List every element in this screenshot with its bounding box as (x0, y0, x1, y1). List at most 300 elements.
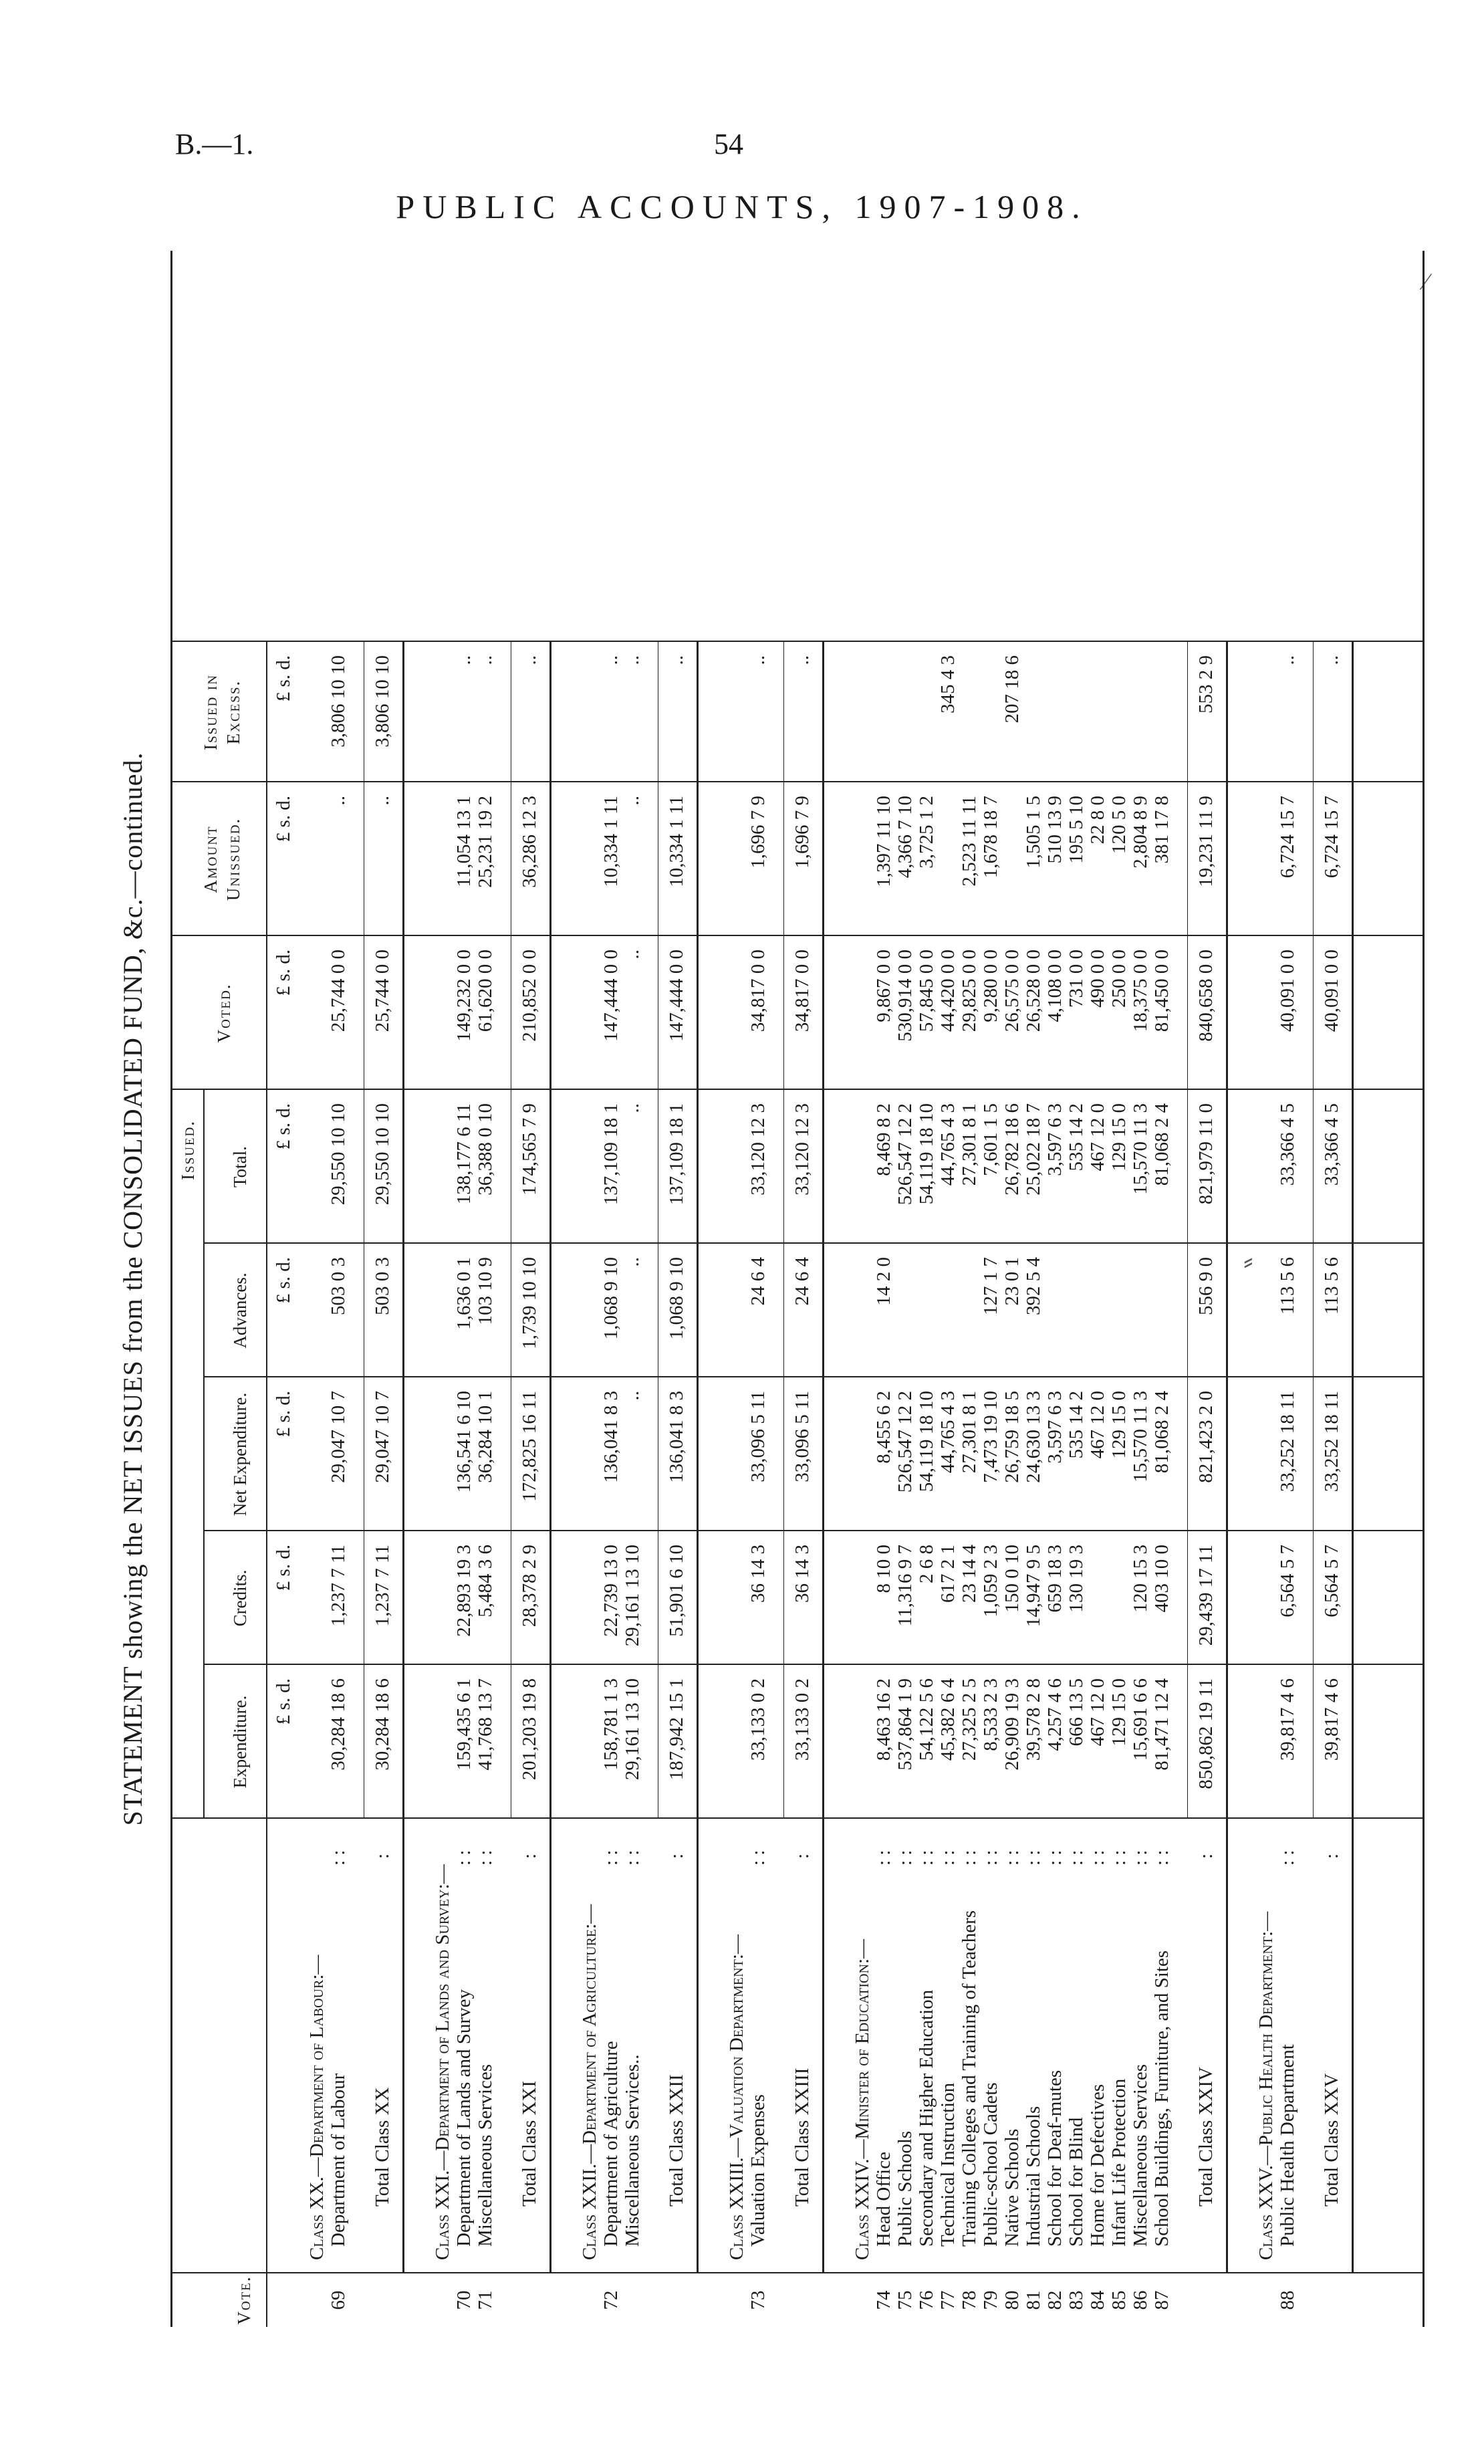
cell-net: 81,068 2 4 (1151, 1391, 1172, 1474)
cell-exp: 467 12 0 (1087, 1678, 1108, 1747)
row-description: Department of Agriculture (600, 2041, 622, 2247)
cell-exp: 537,864 1 9 (894, 1678, 916, 1771)
cell-excess: .. (1277, 655, 1298, 665)
units-label: £ s. d. (273, 1545, 294, 1591)
cell-exp: 4,257 4 6 (1044, 1678, 1066, 1751)
cell-voted: 25,744 0 0 (328, 949, 349, 1032)
cell-unissued: 381 17 8 (1151, 796, 1172, 864)
cell-exp: 29,161 13 10 (622, 1678, 643, 1781)
cell-voted: 4,108 0 0 (1044, 949, 1066, 1022)
leader-dots: : : (894, 1850, 916, 1866)
cell-excess: .. (622, 655, 643, 665)
total-excess: .. (519, 655, 540, 665)
cell-exp: 666 13 5 (1066, 1678, 1087, 1747)
header-amount-line1: Amount (201, 825, 221, 893)
cell-cred: 150 0 10 (1001, 1545, 1023, 1613)
rule-line (203, 1376, 1423, 1377)
row-description: School Buildings, Furniture, and Sites (1151, 1950, 1172, 2247)
header-net-expenditure: Net Expenditure. (230, 1392, 250, 1517)
cell-adv: 127 1 7 (980, 1257, 1001, 1315)
leader-dots: : : (1130, 1850, 1151, 1866)
cell-net: 129 15 0 (1108, 1391, 1130, 1459)
header-voted: Voted. (214, 983, 234, 1043)
total-total: 29,550 10 10 (372, 1103, 393, 1206)
cell-unissued: 2,804 8 9 (1130, 796, 1151, 869)
rule-line (1226, 642, 1228, 2273)
total-net: 33,096 5 11 (791, 1391, 813, 1482)
cell-cred: 23 14 4 (959, 1545, 980, 1603)
total-net: 172,825 16 11 (519, 1391, 540, 1502)
cell-net: 33,252 18 11 (1277, 1391, 1298, 1492)
cell-net: 24,630 13 3 (1023, 1391, 1044, 1483)
total-cred: 1,237 7 11 (372, 1545, 393, 1627)
cell-cred: 130 19 3 (1066, 1545, 1087, 1613)
total-voted: 25,744 0 0 (372, 949, 393, 1032)
vote-number: 83 (1066, 2290, 1087, 2310)
rule-line (1352, 642, 1354, 2273)
cell-total: 3,597 6 3 (1044, 1103, 1066, 1176)
cell-adv: 14 2 0 (873, 1257, 894, 1306)
row-description: Infant Life Protection (1108, 2078, 1130, 2247)
total-label: Total Class XX (372, 2087, 393, 2207)
cell-voted: 81,450 0 0 (1151, 949, 1172, 1032)
cell-net: 535 14 2 (1066, 1391, 1087, 1459)
cell-net: 136,541 6 10 (453, 1391, 475, 1493)
cell-unissued: 1,397 11 10 (873, 796, 894, 887)
row-description: School for Deaf-mutes (1044, 2069, 1066, 2247)
cell-exp: 158,781 1 3 (600, 1678, 622, 1771)
total-total: 137,109 18 1 (666, 1103, 687, 1206)
total-cred: 29,439 17 11 (1195, 1545, 1217, 1646)
vote-number: 71 (475, 2290, 496, 2310)
total-total: 33,366 4 5 (1321, 1103, 1342, 1186)
cell-exp: 39,578 2 8 (1023, 1678, 1044, 1761)
row-description: Public Health Department (1277, 2044, 1298, 2247)
cell-unissued: 1,678 18 7 (980, 796, 1001, 879)
cell-adv: 103 10 9 (475, 1257, 496, 1325)
total-voted: 40,091 0 0 (1321, 949, 1342, 1032)
vote-number: 74 (873, 2290, 894, 2310)
cell-total: 8,469 8 2 (873, 1103, 894, 1176)
cell-total: 27,301 8 1 (959, 1103, 980, 1186)
rule-line (203, 1090, 205, 1819)
total-label: Total Class XXI (519, 2080, 540, 2207)
cell-cred: 659 18 3 (1044, 1545, 1066, 1613)
leader-dots: : (372, 1853, 393, 1859)
rule-line (1187, 642, 1188, 1819)
cell-exp: 159,435 6 1 (453, 1678, 475, 1771)
cell-net: 33,096 5 11 (747, 1391, 769, 1482)
total-net: 33,252 18 11 (1321, 1391, 1342, 1492)
row-description: Department of Lands and Survey (453, 1989, 475, 2247)
units-label: £ s. d. (273, 655, 294, 702)
total-unissued: 1,696 7 9 (791, 796, 813, 869)
leader-dots: : : (1151, 1850, 1172, 1866)
cell-cred: 6,564 5 7 (1277, 1545, 1298, 1617)
cell-unissued: 6,724 15 7 (1277, 796, 1298, 879)
cell-exp: 8,463 16 2 (873, 1678, 894, 1761)
cell-cred: 36 14 3 (747, 1545, 769, 1603)
cell-voted: .. (622, 949, 643, 960)
total-excess: .. (666, 655, 687, 665)
leader-dots: : : (328, 1850, 349, 1866)
statement-caption: STATEMENT showing the NET ISSUES from the CONSOLIDATED FUND, &c.—continued. (118, 752, 148, 1826)
total-voted: 210,852 0 0 (519, 949, 540, 1042)
cell-cred: 8 10 0 (873, 1545, 894, 1593)
vote-number: 85 (1108, 2290, 1130, 2310)
cell-excess: .. (453, 655, 475, 665)
cell-voted: 731 0 0 (1066, 949, 1087, 1008)
cell-exp: 129 15 0 (1108, 1678, 1130, 1747)
margin-mark: ⸗ (1243, 1244, 1253, 1277)
rule-line (402, 642, 404, 2273)
cell-voted: 34,817 0 0 (747, 949, 769, 1032)
leader-dots: : (1321, 1853, 1342, 1859)
cell-adv: 392 5 4 (1023, 1257, 1044, 1315)
cell-unissued: .. (328, 796, 349, 806)
total-adv: 113 5 6 (1321, 1257, 1342, 1315)
cell-excess: 207 18 6 (1001, 655, 1023, 723)
cell-total: 7,601 1 5 (980, 1103, 1001, 1176)
cell-exp: 33,133 0 2 (747, 1678, 769, 1761)
cell-unissued: 2,523 11 11 (959, 796, 980, 887)
cell-cred: 1,059 2 3 (980, 1545, 1001, 1617)
header-expenditure: Expenditure. (230, 1695, 250, 1789)
units-label: £ s. d. (273, 1391, 294, 1438)
cell-exp: 81,471 12 4 (1151, 1678, 1172, 1771)
cell-voted: 57,845 0 0 (916, 949, 937, 1032)
rule-line (203, 1664, 1423, 1665)
vote-number: 78 (959, 2290, 980, 2310)
section-title: Class XX.—Department of Labour:— (306, 1954, 328, 2260)
total-exp: 30,284 18 6 (372, 1678, 393, 1771)
total-unissued: 36,286 12 3 (519, 796, 540, 888)
cell-net: 7,473 19 10 (980, 1391, 1001, 1483)
cell-net: 54,119 18 10 (916, 1391, 937, 1492)
section-title: Class XXI.—Department of Lands and Survey:— (432, 1864, 453, 2260)
rule-line (203, 1242, 1423, 1244)
cell-excess: .. (747, 655, 769, 665)
cell-net: 8,455 6 2 (873, 1391, 894, 1464)
cell-voted: 149,232 0 0 (453, 949, 475, 1042)
vote-number: 72 (600, 2290, 622, 2310)
cell-voted: 44,420 0 0 (937, 949, 959, 1032)
total-excess: 3,806 10 10 (372, 655, 393, 748)
row-description: Public-school Cadets (980, 2082, 1001, 2247)
cell-total: 54,119 18 10 (916, 1103, 937, 1205)
total-total: 174,565 7 9 (519, 1103, 540, 1196)
page-title: PUBLIC ACCOUNTS, 1907-1908. (396, 188, 1088, 225)
cell-cred: 5,484 3 6 (475, 1545, 496, 1617)
units-label: £ s. d. (273, 1678, 294, 1725)
cell-voted: 40,091 0 0 (1277, 949, 1298, 1032)
cell-exp: 45,382 6 4 (937, 1678, 959, 1761)
cell-excess: 3,806 10 10 (328, 655, 349, 748)
total-label: Total Class XXIV (1195, 2066, 1217, 2207)
cell-total: 535 14 2 (1066, 1103, 1087, 1171)
total-unissued: 6,724 15 7 (1321, 796, 1342, 879)
row-description: Home for Defectives (1087, 2084, 1108, 2247)
cell-excess: .. (600, 655, 622, 665)
cell-total: 526,547 12 2 (894, 1103, 916, 1206)
units-label: £ s. d. (273, 796, 294, 843)
row-description: Training Colleges and Training of Teachers (959, 1910, 980, 2247)
total-net: 821,423 2 0 (1195, 1391, 1217, 1483)
leader-dots: : : (1066, 1850, 1087, 1866)
total-exp: 39,817 4 6 (1321, 1678, 1342, 1761)
margin-mark: ⁄ (1424, 268, 1429, 295)
total-exp: 201,203 19 8 (519, 1678, 540, 1781)
rule-line (1313, 642, 1314, 1819)
cell-excess: .. (475, 655, 496, 665)
leader-dots: : : (959, 1850, 980, 1866)
total-total: 821,979 11 0 (1195, 1103, 1217, 1205)
cell-net: 26,759 18 5 (1001, 1391, 1023, 1483)
cell-total: 467 12 0 (1087, 1103, 1108, 1171)
cell-adv: 503 0 3 (328, 1257, 349, 1315)
rule-line (549, 642, 551, 2273)
cell-voted: 9,280 0 0 (980, 949, 1001, 1022)
rotated-statement-table (117, 251, 1444, 2327)
total-total: 33,120 12 3 (791, 1103, 813, 1196)
total-cred: 6,564 5 7 (1321, 1545, 1342, 1617)
row-description: Secondary and Higher Education (916, 1989, 937, 2247)
total-voted: 34,817 0 0 (791, 949, 813, 1032)
header-credits: Credits. (230, 1569, 250, 1627)
page-number: 54 (714, 128, 743, 160)
cell-total: 129 15 0 (1108, 1103, 1130, 1171)
total-label: Total Class XXV (1321, 2073, 1342, 2207)
row-description: Technical Instruction (937, 2082, 959, 2247)
total-excess: 553 2 9 (1195, 655, 1217, 713)
vote-number: 87 (1151, 2290, 1172, 2310)
cell-total: 138,177 6 11 (453, 1103, 475, 1205)
cell-unissued: 11,054 13 1 (453, 796, 475, 887)
vote-number: 75 (894, 2290, 916, 2310)
row-description: Public Schools (894, 2130, 916, 2247)
cell-net: 15,570 11 3 (1130, 1391, 1151, 1482)
cell-net: 44,765 4 3 (937, 1391, 959, 1474)
cell-voted: 9,867 0 0 (873, 949, 894, 1022)
cell-voted: 18,375 0 0 (1130, 949, 1151, 1032)
header-excess-line2: Excess. (223, 679, 243, 745)
row-description: Miscellaneous Services (1130, 2063, 1151, 2247)
vote-number: 77 (937, 2290, 959, 2310)
cell-cred: 11,316 9 7 (894, 1545, 916, 1627)
leader-dots: : : (1001, 1850, 1023, 1866)
cell-unissued: 510 13 9 (1044, 796, 1066, 864)
rule-line (203, 1530, 1423, 1531)
total-adv: 24 6 4 (791, 1257, 813, 1306)
cell-exp: 27,325 2 5 (959, 1678, 980, 1761)
leader-dots: : : (1087, 1850, 1108, 1866)
units-label: £ s. d. (273, 949, 294, 996)
total-unissued: 10,334 1 11 (666, 796, 687, 887)
cell-voted: 26,575 0 0 (1001, 949, 1023, 1032)
cell-adv: 1,068 9 10 (600, 1257, 622, 1340)
cell-net: 29,047 10 7 (328, 1391, 349, 1483)
cell-total: 26,782 18 6 (1001, 1103, 1023, 1196)
rule-line (172, 1817, 1423, 1819)
total-excess: .. (791, 655, 813, 665)
cell-cred: 120 15 3 (1130, 1545, 1151, 1613)
leader-dots: : (1195, 1853, 1217, 1859)
cell-net: 36,284 10 1 (475, 1391, 496, 1483)
cell-adv: 24 6 4 (747, 1257, 769, 1306)
cell-unissued: .. (622, 796, 643, 806)
row-description: School for Blind (1066, 2117, 1087, 2247)
cell-total: 25,022 18 7 (1023, 1103, 1044, 1196)
cell-excess: 345 4 3 (937, 655, 959, 713)
leader-dots: : (519, 1853, 540, 1859)
cell-unissued: 25,231 19 2 (475, 796, 496, 888)
total-exp: 187,942 15 1 (666, 1678, 687, 1781)
cell-cred: 617 2 1 (937, 1545, 959, 1603)
leader-dots: : : (475, 1850, 496, 1866)
rule-line (822, 642, 824, 2273)
section-title: Class XXII.—Department of Agriculture:— (579, 1904, 600, 2260)
total-net: 29,047 10 7 (372, 1391, 393, 1483)
cell-exp: 41,768 13 7 (475, 1678, 496, 1771)
header-vote: Vote. (234, 2275, 254, 2325)
cell-total: 44,765 4 3 (937, 1103, 959, 1186)
leader-dots: : : (1044, 1850, 1066, 1866)
cell-unissued: 22 8 0 (1087, 796, 1108, 845)
cell-adv: 1,636 0 1 (453, 1257, 475, 1330)
header-advances: Advances. (230, 1272, 250, 1349)
vote-number: 76 (916, 2290, 937, 2310)
header-issued-in-excess (199, 642, 245, 782)
leader-dots: : : (916, 1850, 937, 1866)
cell-net: .. (622, 1391, 643, 1401)
cell-cred: 2 6 8 (916, 1545, 937, 1583)
header-excess-line1: Issued in (201, 674, 221, 750)
cell-adv: 23 0 1 (1001, 1257, 1023, 1306)
total-adv: 1,739 10 10 (519, 1257, 540, 1349)
leader-dots: : : (1108, 1850, 1130, 1866)
cell-net: 136,041 8 3 (600, 1391, 622, 1483)
cell-exp: 15,691 6 6 (1130, 1678, 1151, 1761)
cell-unissued: 4,366 7 10 (894, 796, 916, 879)
row-description: Miscellaneous Services (475, 2063, 496, 2247)
leader-dots: : : (980, 1850, 1001, 1866)
cell-unissued: 3,725 1 2 (916, 796, 937, 869)
cell-cred: 29,161 13 10 (622, 1545, 643, 1647)
cell-total: 81,068 2 4 (1151, 1103, 1172, 1186)
total-adv: 503 0 3 (372, 1257, 393, 1315)
cell-cred: 1,237 7 11 (328, 1545, 349, 1627)
header-amount-unissued (199, 782, 245, 936)
cell-cred: 22,739 13 0 (600, 1545, 622, 1637)
cell-net: 27,301 8 1 (959, 1391, 980, 1474)
section-title: Class XXV.—Public Health Department:— (1255, 1911, 1277, 2260)
row-description: Miscellaneous Services.. (622, 2054, 643, 2247)
total-adv: 1,068 9 10 (666, 1257, 687, 1340)
leader-dots: : : (622, 1850, 643, 1866)
cell-adv: .. (622, 1257, 643, 1267)
cell-net: 3,597 6 3 (1044, 1391, 1066, 1464)
rule-line (783, 642, 784, 1819)
leader-dots: : (666, 1853, 687, 1859)
cell-voted: 147,444 0 0 (600, 949, 622, 1042)
rule-line (172, 2272, 1423, 2273)
total-exp: 33,133 0 2 (791, 1678, 813, 1761)
cell-voted: 490 0 0 (1087, 949, 1108, 1008)
cell-exp: 8,533 2 3 (980, 1678, 1001, 1751)
leader-dots: : : (937, 1850, 959, 1866)
cell-unissued: 10,334 1 11 (600, 796, 622, 887)
cell-unissued: 195 5 10 (1066, 796, 1087, 864)
total-unissued: .. (372, 796, 393, 806)
vote-number: 73 (747, 2290, 769, 2310)
section-title: Class XXIII.—Valuation Department:— (726, 1934, 747, 2260)
rule-line (172, 1089, 1423, 1090)
cell-total: 33,120 12 3 (747, 1103, 769, 1196)
vote-number: 69 (328, 2290, 349, 2310)
cell-total: 29,550 10 10 (328, 1103, 349, 1206)
cell-voted: 250 0 0 (1108, 949, 1130, 1008)
cell-unissued: 1,505 1 5 (1023, 796, 1044, 869)
vote-number: 86 (1130, 2290, 1151, 2310)
cell-net: 526,547 12 2 (894, 1391, 916, 1493)
cell-cred: 14,947 9 5 (1023, 1545, 1044, 1628)
leader-dots: : : (1277, 1850, 1298, 1866)
total-unissued: 19,231 11 9 (1195, 796, 1217, 887)
vote-number: 84 (1087, 2290, 1108, 2310)
vote-number: 80 (1001, 2290, 1023, 2310)
cell-total: 36,388 0 10 (475, 1103, 496, 1196)
cell-voted: 61,620 0 0 (475, 949, 496, 1032)
leader-dots: : : (1023, 1850, 1044, 1866)
units-label: £ s. d. (273, 1103, 294, 1150)
vote-number: 88 (1277, 2290, 1298, 2310)
cell-exp: 39,817 4 6 (1277, 1678, 1298, 1761)
total-adv: 556 9 0 (1195, 1257, 1217, 1315)
row-description: Industrial Schools (1023, 2106, 1044, 2247)
leader-dots: : (791, 1853, 813, 1859)
vote-number: 79 (980, 2290, 1001, 2310)
row-description: Department of Labour (328, 2073, 349, 2247)
cell-cred: 22,893 19 3 (453, 1545, 475, 1637)
leader-dots: : : (747, 1850, 769, 1866)
total-label: Total Class XXIII (791, 2067, 813, 2207)
row-description: Valuation Expenses (747, 2094, 769, 2247)
cell-unissued: 1,696 7 9 (747, 796, 769, 869)
cell-exp: 54,122 5 6 (916, 1678, 937, 1761)
cell-total: 15,570 11 3 (1130, 1103, 1151, 1195)
leader-dots: : : (873, 1850, 894, 1866)
total-cred: 51,901 6 10 (666, 1545, 687, 1637)
cell-voted: 530,914 0 0 (894, 949, 916, 1042)
header-total: Total. (230, 1146, 250, 1188)
vote-number: 70 (453, 2290, 475, 2310)
header-issued: Issued. (178, 1120, 198, 1180)
cell-adv: 113 5 6 (1277, 1257, 1298, 1315)
total-voted: 147,444 0 0 (666, 949, 687, 1042)
cell-cred: 403 10 0 (1151, 1545, 1172, 1613)
total-cred: 28,378 2 9 (519, 1545, 540, 1628)
leader-dots: : : (600, 1850, 622, 1866)
rule-line (172, 935, 1423, 936)
row-description: Head Office (873, 2152, 894, 2247)
total-voted: 840,658 0 0 (1195, 949, 1217, 1042)
vote-number: 81 (1023, 2290, 1044, 2310)
rule-line (172, 641, 1423, 642)
section-title: Class XXIV.—Minister of Education:— (852, 1939, 873, 2260)
cell-exp: 30,284 18 6 (328, 1678, 349, 1771)
cell-net: 467 12 0 (1087, 1391, 1108, 1459)
cell-total: 137,109 18 1 (600, 1103, 622, 1206)
